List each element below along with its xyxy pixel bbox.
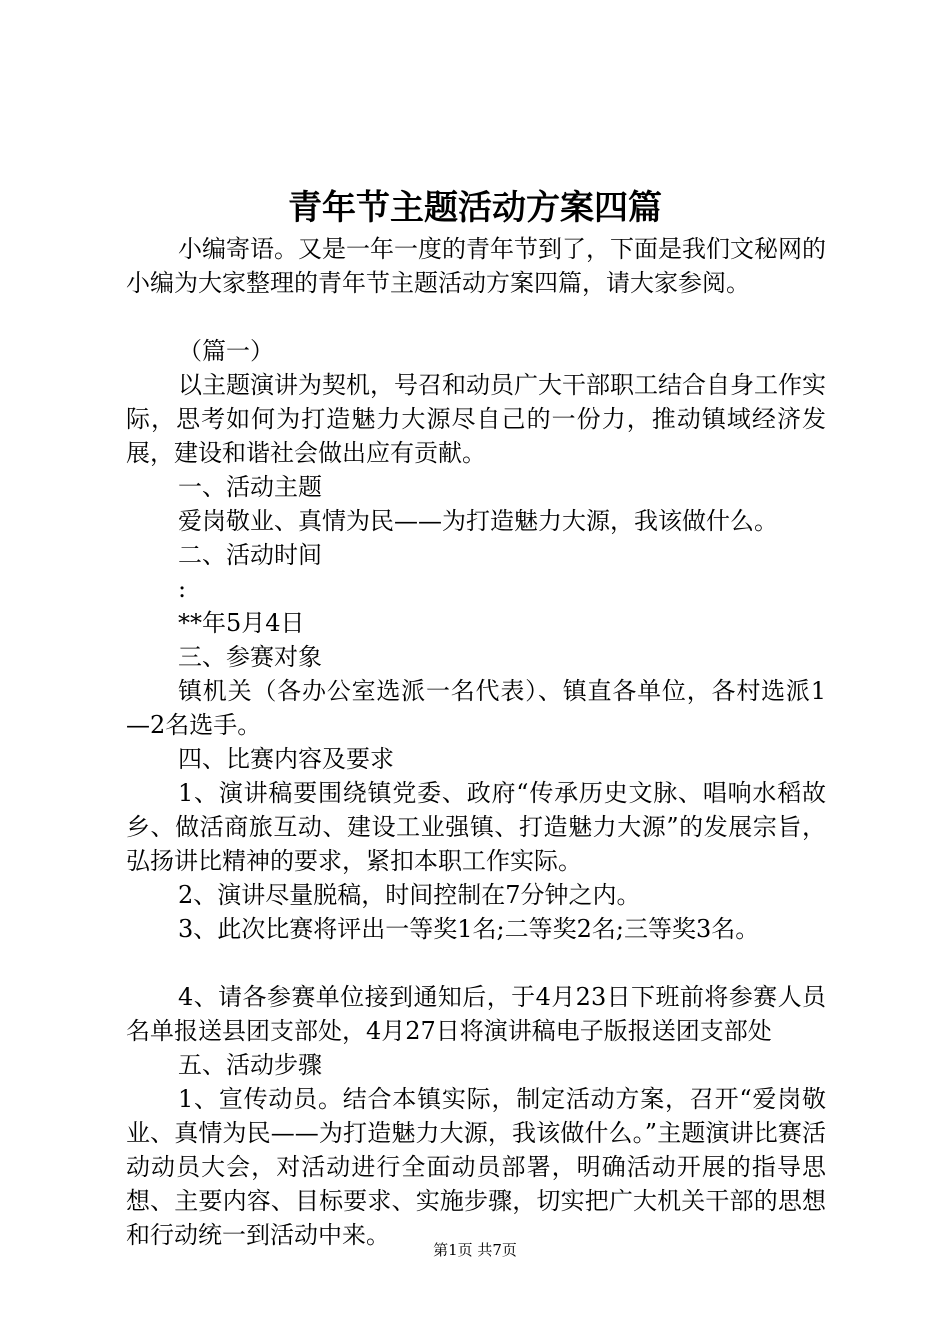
document-body	[126, 232, 826, 1252]
section-label: （篇一）	[178, 337, 274, 365]
heading-participants: 三、参赛对象	[178, 643, 322, 671]
paragraph: 爱岗敬业、真情为民——为打造魅力大源，我该做什么。	[178, 507, 778, 535]
paragraph: 1、宣传动员。结合本镇实际，制定活动方案，召开“爱岗敬业、真情为民——为打造魅力大源，我该做什么。”主题演讲比赛活动动员大会，对活动进行全面动员部署，明确活动开展的指导思想、主要内容、目标要求、实施步骤，切实把广大机关干部的思想和行动统一到活动中来。	[126, 1085, 826, 1249]
paragraph: 4、请各参赛单位接到通知后，于4月23日下班前将参赛人员名单报送县团支部处，4月27日将演讲稿电子版报送团支部处	[126, 983, 826, 1045]
paragraph: 2、演讲尽量脱稿，时间控制在7分钟之内。	[178, 881, 641, 909]
heading-activity-time: 二、活动时间	[178, 541, 322, 569]
blank-line	[126, 300, 826, 334]
paragraph: **年5月4日	[178, 609, 305, 637]
blank-line	[126, 946, 826, 980]
heading-activity-theme: 一、活动主题	[178, 473, 322, 501]
paragraph: 以主题演讲为契机，号召和动员广大干部职工结合自身工作实际，思考如何为打造魅力大源尽自己的一份力，推动镇域经济发展，建设和谐社会做出应有贡献。	[126, 371, 826, 467]
document-title: 青年节主题活动方案四篇	[288, 188, 662, 228]
page-footer: 第1页 共7页	[433, 1241, 517, 1259]
paragraph: 3、此次比赛将评出一等奖1名;二等奖2名;三等奖3名。	[178, 915, 760, 943]
heading-contest-requirements: 四、比赛内容及要求	[178, 745, 394, 773]
intro-paragraph: 小编寄语。又是一年一度的青年节到了，下面是我们文秘网的小编为大家整理的青年节主题活动方案四篇，请大家参阅。	[126, 235, 826, 297]
paragraph: :	[178, 575, 187, 603]
heading-activity-steps: 五、活动步骤	[178, 1051, 322, 1079]
paragraph: 1、演讲稿要围绕镇党委、政府“传承历史文脉、唱响水稻故乡、做活商旅互动、建设工业强镇、打造魅力大源”的发展宗旨，弘扬讲比精神的要求，紧扣本职工作实际。	[126, 779, 826, 875]
paragraph: 镇机关（各办公室选派一名代表）、镇直各单位，各村选派1—2名选手。	[126, 677, 826, 739]
